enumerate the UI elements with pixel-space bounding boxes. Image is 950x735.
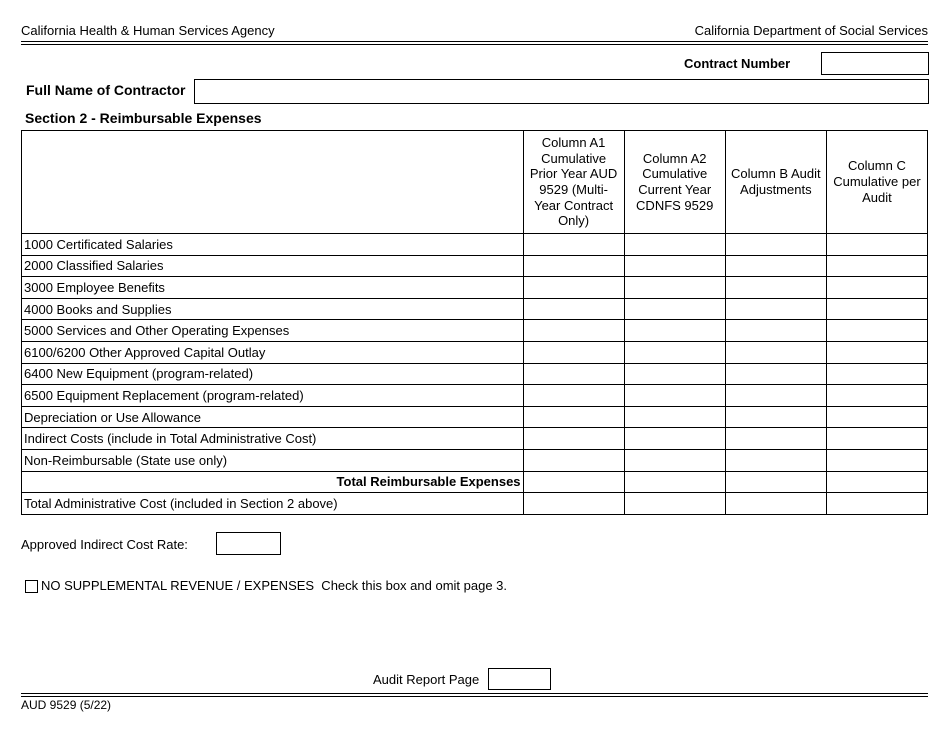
column-b-header: Column B Audit Adjustments <box>725 131 826 234</box>
cell-a1[interactable] <box>523 363 624 385</box>
table-row <box>22 363 928 385</box>
cell-b[interactable] <box>725 277 826 299</box>
table-row <box>22 493 928 515</box>
cell-c[interactable] <box>826 471 927 493</box>
cell-b[interactable] <box>725 449 826 471</box>
cell-c[interactable] <box>826 428 927 450</box>
row-label: 5000 Services and Other Operating Expenses <box>22 320 524 342</box>
total-reimbursable-label: Total Reimbursable Expenses <box>22 471 524 493</box>
cell-b[interactable] <box>725 385 826 407</box>
cell-a2[interactable] <box>624 277 725 299</box>
row-label: Non-Reimbursable (State use only) <box>22 449 524 471</box>
audit-report-page-field[interactable] <box>488 668 551 690</box>
table-row <box>22 406 928 428</box>
cell-b[interactable] <box>725 493 826 515</box>
table-row <box>22 234 928 256</box>
row-label: Total Administrative Cost (included in Section 2 above) <box>22 493 524 515</box>
table-row <box>22 277 928 299</box>
agency-name: California Health & Human Services Agency <box>21 23 275 38</box>
cell-a1[interactable] <box>523 471 624 493</box>
header-rule-bottom <box>21 44 928 45</box>
cell-c[interactable] <box>826 255 927 277</box>
row-label: Indirect Costs (include in Total Administrative Cost) <box>22 428 524 450</box>
cell-c[interactable] <box>826 320 927 342</box>
section-title: Section 2 - Reimbursable Expenses <box>25 110 262 126</box>
reimbursable-expenses-table <box>21 130 928 515</box>
table-row <box>22 320 928 342</box>
table-row <box>22 428 928 450</box>
cell-b[interactable] <box>725 428 826 450</box>
cell-c[interactable] <box>826 385 927 407</box>
cell-a2[interactable] <box>624 471 725 493</box>
cell-a2[interactable] <box>624 363 725 385</box>
contractor-name-field[interactable] <box>194 79 929 104</box>
cell-a2[interactable] <box>624 255 725 277</box>
row-label: 6500 Equipment Replacement (program-related) <box>22 385 524 407</box>
audit-report-page-label: Audit Report Page <box>373 672 480 687</box>
cell-a2[interactable] <box>624 493 725 515</box>
cell-b[interactable] <box>725 320 826 342</box>
column-a2-header: Column A2 Cumulative Current Year CDNFS 9529 <box>624 131 725 234</box>
cell-b[interactable] <box>725 363 826 385</box>
contract-number-field[interactable] <box>821 52 929 75</box>
no-supplemental-checkbox[interactable] <box>25 580 38 593</box>
cell-a1[interactable] <box>523 277 624 299</box>
header-rule-top <box>21 41 928 42</box>
indirect-rate-label: Approved Indirect Cost Rate: <box>21 537 188 552</box>
cell-b[interactable] <box>725 471 826 493</box>
cell-c[interactable] <box>826 493 927 515</box>
cell-a2[interactable] <box>624 234 725 256</box>
row-label: 6100/6200 Other Approved Capital Outlay <box>22 341 524 363</box>
row-label: 6400 New Equipment (program-related) <box>22 363 524 385</box>
row-label: 2000 Classified Salaries <box>22 255 524 277</box>
table-row <box>22 298 928 320</box>
form-id: AUD 9529 (5/22) <box>21 698 112 712</box>
footer-rule-bottom <box>21 696 928 697</box>
cell-a1[interactable] <box>523 298 624 320</box>
cell-c[interactable] <box>826 341 927 363</box>
cell-a1[interactable] <box>523 428 624 450</box>
cell-b[interactable] <box>725 298 826 320</box>
cell-a2[interactable] <box>624 428 725 450</box>
cell-a1[interactable] <box>523 234 624 256</box>
department-name: California Department of Social Services <box>694 23 928 38</box>
cell-a1[interactable] <box>523 320 624 342</box>
cell-b[interactable] <box>725 234 826 256</box>
cell-a1[interactable] <box>523 385 624 407</box>
indirect-rate-field[interactable] <box>216 532 281 555</box>
cell-a2[interactable] <box>624 320 725 342</box>
description-header <box>22 131 524 234</box>
footer-rule-top <box>21 693 928 694</box>
row-label: 3000 Employee Benefits <box>22 277 524 299</box>
row-label: 4000 Books and Supplies <box>22 298 524 320</box>
table-row <box>22 385 928 407</box>
table-row <box>22 255 928 277</box>
table-row <box>22 449 928 471</box>
cell-a2[interactable] <box>624 449 725 471</box>
cell-a2[interactable] <box>624 406 725 428</box>
no-supplemental-label: NO SUPPLEMENTAL REVENUE / EXPENSES Check this box and omit page 3. <box>41 578 508 593</box>
cell-a2[interactable] <box>624 341 725 363</box>
table-header-row <box>22 131 928 234</box>
cell-b[interactable] <box>725 406 826 428</box>
cell-a2[interactable] <box>624 385 725 407</box>
cell-c[interactable] <box>826 298 927 320</box>
cell-a1[interactable] <box>523 255 624 277</box>
contract-number-label: Contract Number <box>684 56 791 71</box>
cell-c[interactable] <box>826 363 927 385</box>
cell-a2[interactable] <box>624 298 725 320</box>
cell-c[interactable] <box>826 234 927 256</box>
cell-a1[interactable] <box>523 406 624 428</box>
cell-a1[interactable] <box>523 493 624 515</box>
table-row <box>22 341 928 363</box>
cell-c[interactable] <box>826 449 927 471</box>
row-label: 1000 Certificated Salaries <box>22 234 524 256</box>
column-c-header: Column C Cumulative per Audit <box>826 131 927 234</box>
cell-b[interactable] <box>725 255 826 277</box>
contractor-name-label: Full Name of Contractor <box>26 82 186 98</box>
cell-c[interactable] <box>826 277 927 299</box>
cell-c[interactable] <box>826 406 927 428</box>
column-a1-header: Column A1 Cumulative Prior Year AUD 9529 (Multi-Year Contract Only) <box>523 131 624 234</box>
row-label: Depreciation or Use Allowance <box>22 406 524 428</box>
cell-a1[interactable] <box>523 449 624 471</box>
cell-b[interactable] <box>725 341 826 363</box>
cell-a1[interactable] <box>523 341 624 363</box>
total-row <box>22 471 928 493</box>
